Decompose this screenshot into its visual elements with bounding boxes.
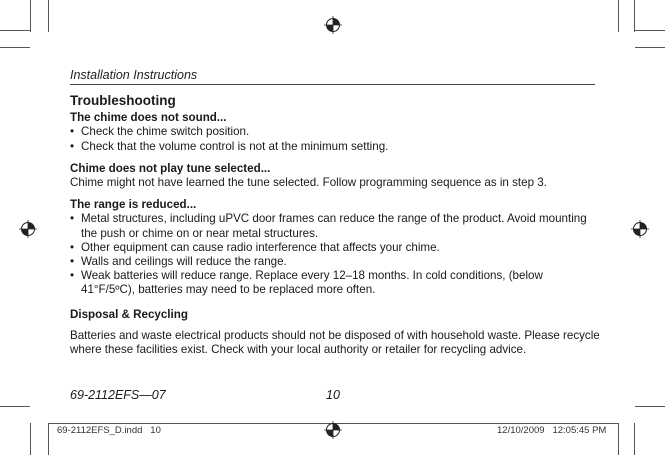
registration-mark-icon [324,421,342,439]
list-item: • Weak batteries will reduce range. Replace every 12–18 months. In cold conditions, (below 41°F/5ºC), batteries may need to be replaced more often. [70,269,600,297]
disposal-heading: Disposal & Recycling [70,307,188,321]
section-title: Troubleshooting [70,93,176,108]
crop-mark-bottom-right-v2 [634,423,635,455]
issue-heading: The range is reduced... [70,198,197,212]
crop-mark-top-right-h2 [635,47,665,48]
crop-mark-bottom-left-h [0,406,30,407]
registration-mark-icon [19,220,37,238]
list-item: • Check the chime switch position. [70,125,600,139]
crop-mark-bottom-right-v [618,423,619,455]
troubleshooting-section [70,94,600,357]
crop-mark-top-right-v2 [634,0,635,32]
crop-mark-top-left-v [30,0,31,32]
issue-heading: The chime does not sound... [70,111,227,125]
list-item: • Other equipment can cause radio interference that affects your chime. [70,241,600,255]
registration-mark-icon [631,220,649,238]
disposal-text: Batteries and waste electrical products should not be disposed of with household waste. Please recycle where these facilities exist. Check with your local authority or retailer for recycling advice. [70,328,600,357]
document-number: 69-2112EFS—07 [70,388,166,402]
crop-mark-top-left-h [0,30,30,31]
page-number: 10 [326,388,340,402]
crop-mark-bottom-left-v [30,423,31,455]
crop-mark-bottom-right-h [635,406,665,407]
header-rule [70,84,595,85]
crop-mark-bottom-left-v2 [48,423,49,455]
issue-text: Chime might not have learned the tune selected. Follow programming sequence as in step 3. [70,176,547,190]
registration-mark-icon [324,16,342,34]
list-item: • Metal structures, including uPVC door frames can reduce the range of the product. Avoid mounting the push or chime on or near metal structures. [70,212,600,240]
list-item: • Walls and ceilings will reduce the range. [70,255,600,269]
crop-mark-top-right-v [618,0,619,32]
print-slug-timestamp: 12/10/2009 12:05:45 PM [497,425,607,436]
crop-mark-top-left-v2 [48,0,49,32]
issue-list [70,212,600,297]
issue-heading: Chime does not play tune selected... [70,161,271,175]
crop-mark-top-right-h [635,30,665,31]
issue-list [70,125,600,153]
crop-mark-top-left-h2 [0,47,30,48]
running-header: Installation Instructions [70,68,198,82]
print-slug-file: 69-2112EFS_D.indd 10 [57,425,161,436]
list-item: • Check that the volume control is not at the minimum setting. [70,140,600,154]
